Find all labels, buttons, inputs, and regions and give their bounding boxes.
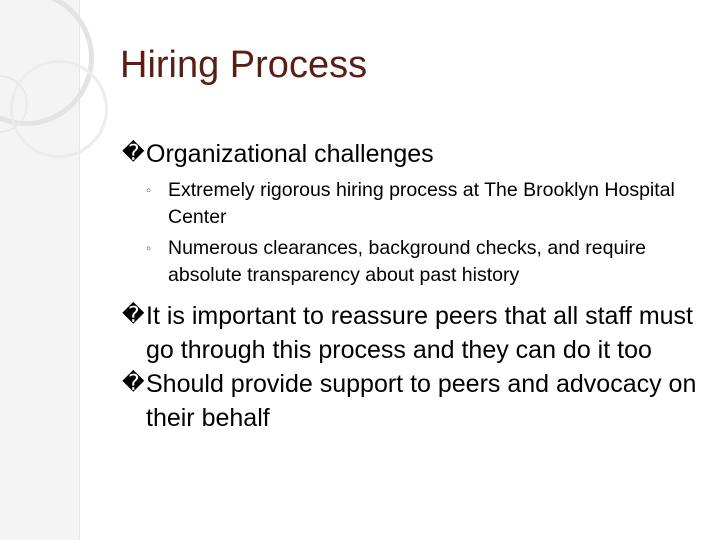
sub-bullet-text: Numerous clearances, background checks, and require absolute transparency about past history	[168, 237, 647, 286]
sub-bullet-text: Extremely rigorous hiring process at The Brooklyn Hospital Center	[168, 179, 675, 228]
bullet-organizational-challenges	[122, 137, 702, 171]
bullet-marker: �	[122, 371, 145, 396]
bullet-marker: �	[122, 141, 145, 166]
bullet-text: It is important to reassure peers that all staff must go through this process and they can do it too	[146, 302, 693, 364]
bullet-text: Organizational challenges	[146, 140, 434, 168]
sub-bullet-marker: ◦	[146, 182, 152, 199]
sub-bullet-clearances	[146, 235, 702, 289]
bullet-text: Should provide support to peers and advocacy on their behalf	[146, 370, 697, 432]
sub-bullet-marker: ◦	[146, 240, 152, 257]
bullet-provide-support	[122, 367, 702, 435]
slide-content	[122, 137, 702, 435]
bullet-reassure-peers	[122, 299, 702, 367]
slide-title: Hiring Process	[120, 44, 368, 86]
left-decorative-band	[0, 0, 80, 540]
bullet-marker: �	[122, 303, 145, 328]
sub-bullet-hiring-process	[146, 177, 702, 231]
